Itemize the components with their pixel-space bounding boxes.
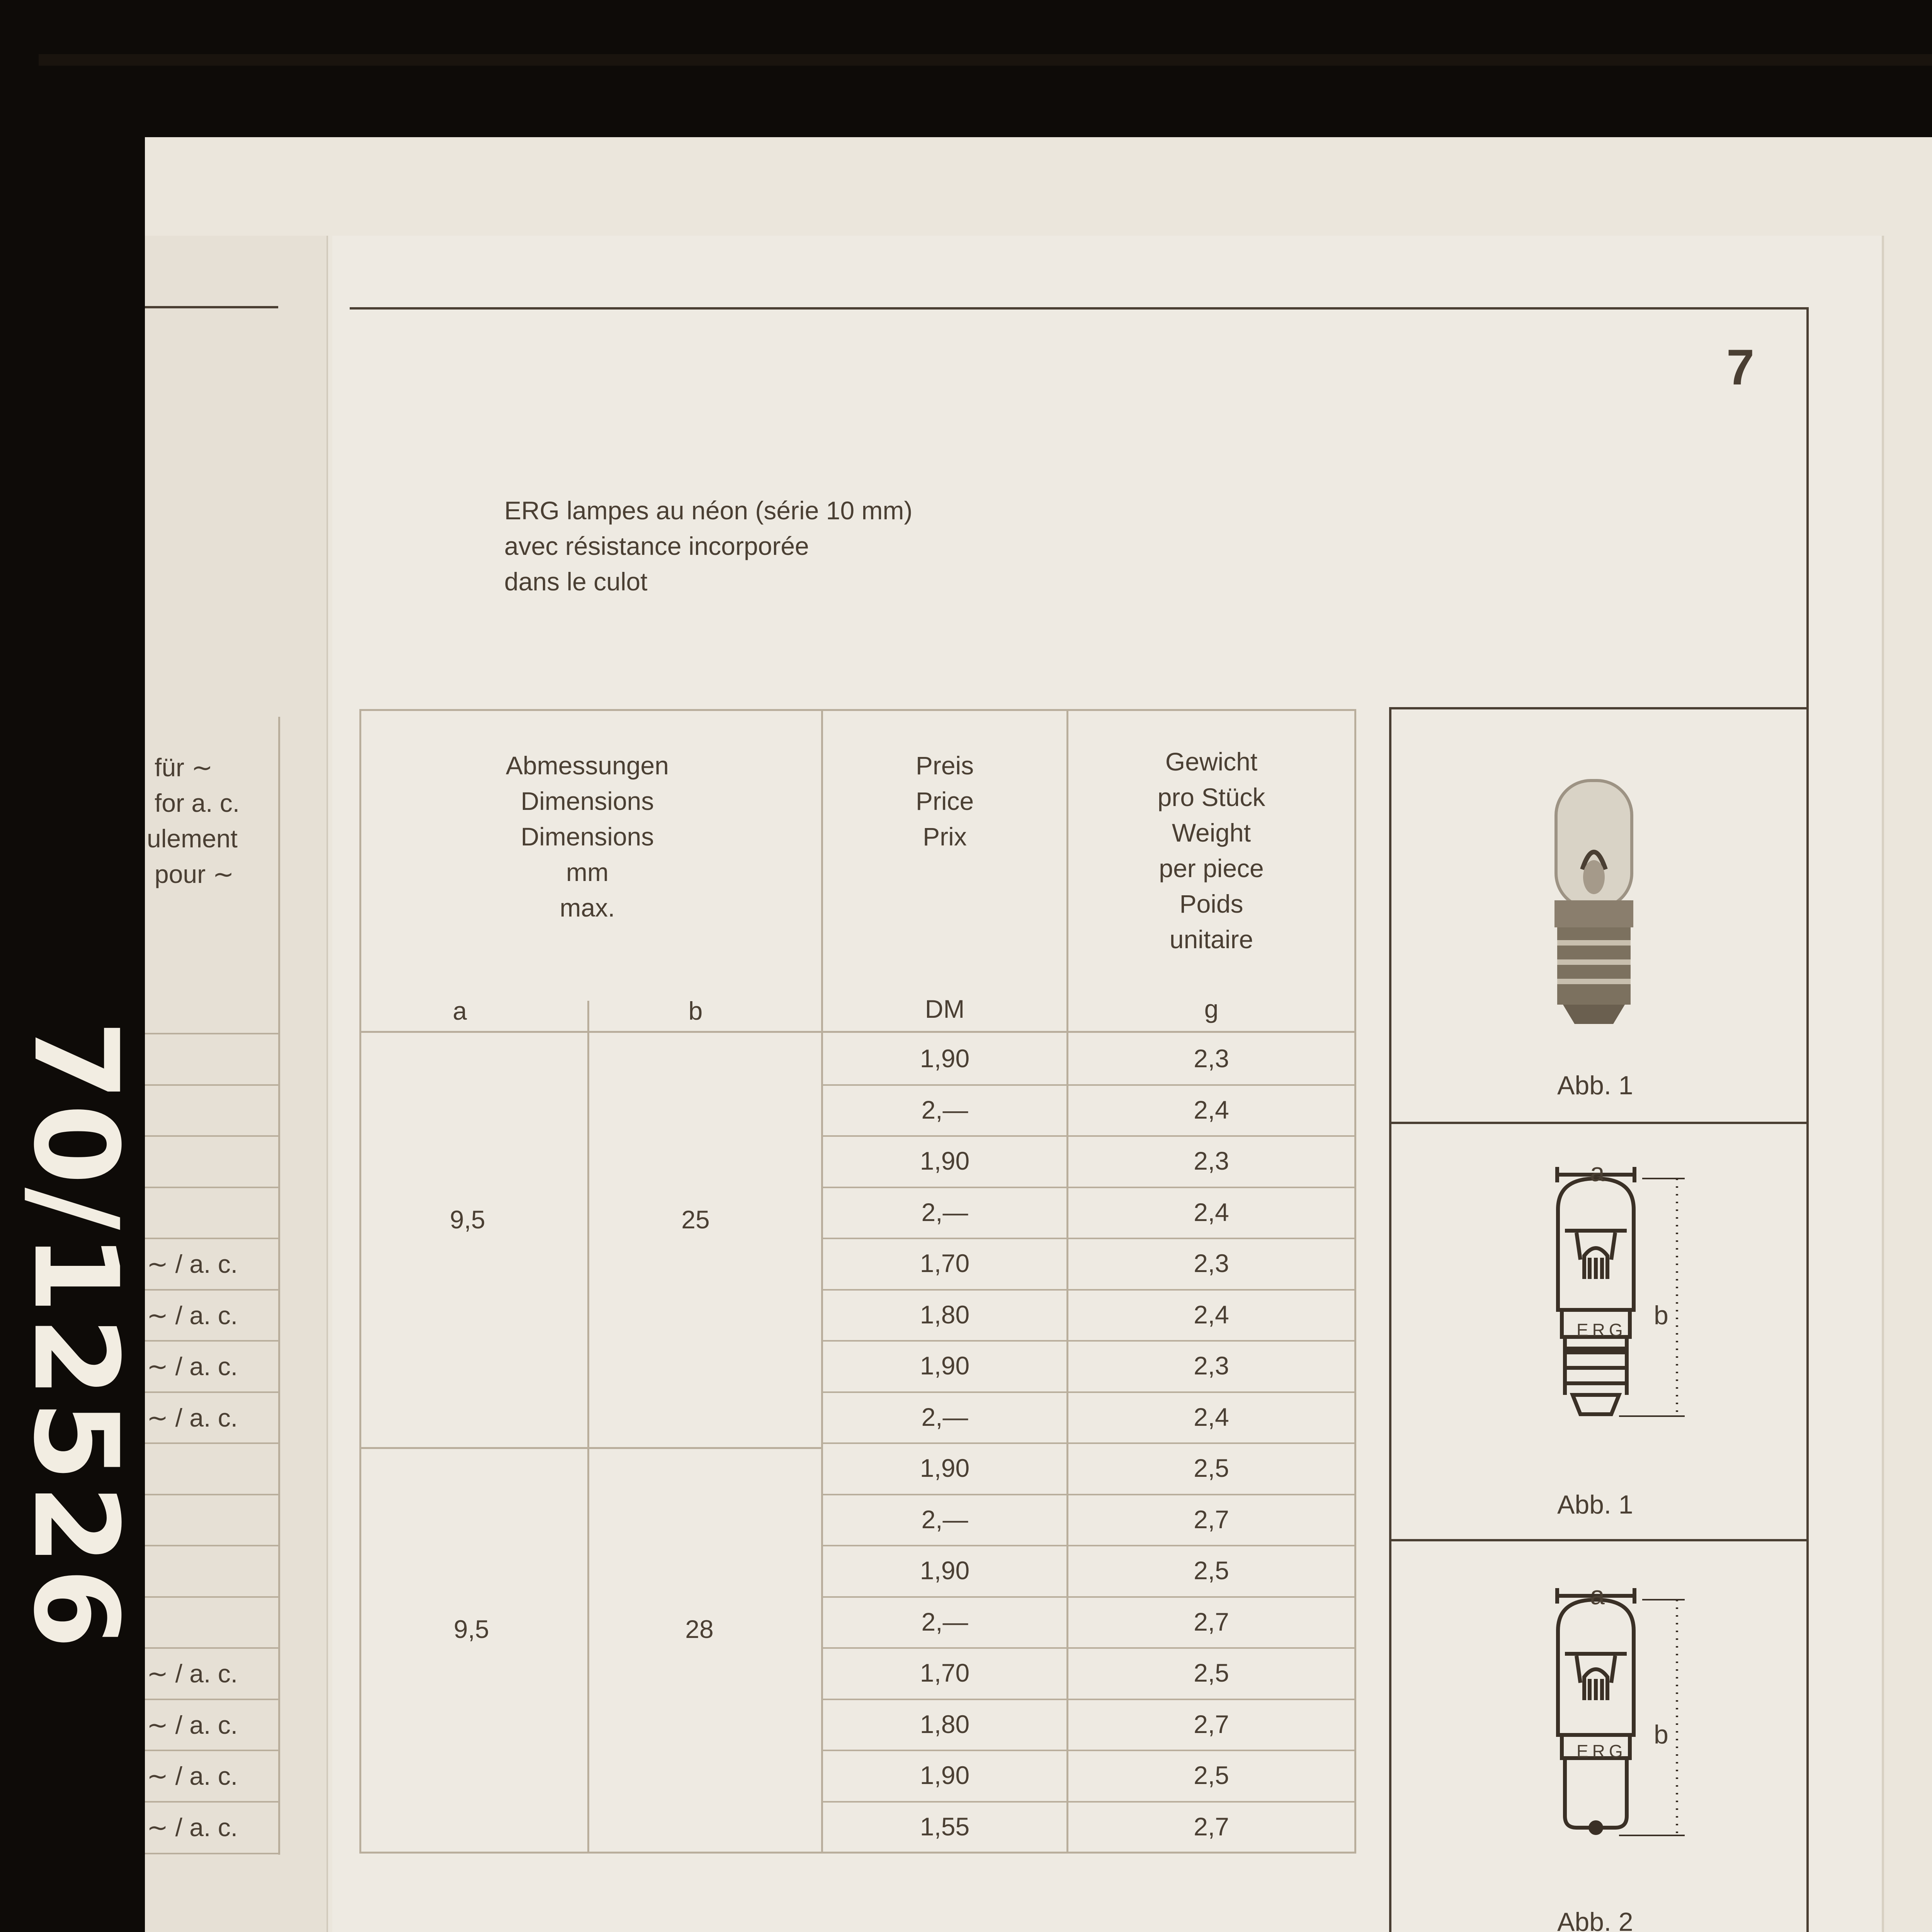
page-top-rule [350, 307, 1808, 310]
price-header-line: Preis [915, 751, 974, 780]
figure-3-brand: ERG [1577, 1741, 1627, 1761]
figure-3-dim-b: b [1654, 1720, 1668, 1749]
left-row-text: ∼ / a. c. [147, 1250, 238, 1278]
left-row-divider [145, 1084, 279, 1086]
left-row-text: ∼ / a. c. [147, 1762, 238, 1790]
left-row-divider [145, 1442, 279, 1444]
table-row-divider [823, 1084, 1356, 1086]
table-group-divider [359, 1447, 823, 1449]
table-row-divider [823, 1801, 1356, 1803]
price-cell: 1,55 [920, 1812, 970, 1841]
dimensions-header-line: max. [560, 893, 615, 922]
left-row-text: ∼ / a. c. [147, 1352, 238, 1381]
price-header-line: Prix [923, 822, 967, 851]
unit-weight: g [1204, 995, 1219, 1023]
figure-2-caption: Abb. 1 [1557, 1490, 1633, 1519]
table-row-divider [823, 1289, 1356, 1291]
weight-header-line: Poids [1179, 889, 1243, 918]
weight-cell: 2,5 [1194, 1556, 1229, 1585]
left-page-top-rule [145, 306, 278, 308]
table-row-divider [823, 1750, 1356, 1751]
left-row-divider [145, 1853, 279, 1854]
weight-cell: 2,3 [1194, 1249, 1229, 1277]
figure-2-dim-b: b [1654, 1301, 1668, 1330]
figure-panel-top [1389, 707, 1809, 709]
table-row-divider [823, 1852, 1356, 1854]
left-row-divider [145, 1238, 279, 1239]
left-row-divider [145, 1647, 279, 1649]
figure-1-caption: Abb. 1 [1557, 1071, 1633, 1100]
left-row-divider [145, 1699, 279, 1700]
lamp-photo-image [1548, 777, 1640, 1032]
price-cell: 1,90 [920, 1454, 970, 1482]
weight-cell: 2,5 [1194, 1454, 1229, 1482]
table-row-divider [823, 1699, 1356, 1700]
table-row-divider [823, 1391, 1356, 1393]
weight-cell: 2,4 [1194, 1198, 1229, 1226]
heading-line: avec résistance incorporée [504, 532, 809, 560]
table-top-border [359, 709, 1356, 711]
dimensions-header-line: mm [566, 858, 609, 886]
figure-2-dim-a: a [1590, 1158, 1605, 1187]
dimensions-header-line: Abmessungen [506, 751, 669, 780]
group-1-b: 25 [681, 1205, 710, 1234]
group-1-a: 9,5 [450, 1205, 485, 1234]
left-table-right-border [278, 717, 280, 1855]
page-number: 7 [1726, 339, 1755, 395]
price-cell: 2,— [921, 1095, 968, 1124]
group-2-a: 9,5 [454, 1615, 489, 1643]
film-number-handwritten: 70/12526 [8, 1020, 143, 1652]
price-cell: 1,90 [920, 1146, 970, 1175]
weight-cell: 2,3 [1194, 1146, 1229, 1175]
price-cell: 2,— [921, 1607, 968, 1636]
price-cell: 1,70 [920, 1249, 970, 1277]
table-row-divider [823, 1596, 1356, 1598]
price-cell: 2,— [921, 1198, 968, 1226]
left-row-text: ∼ / a. c. [147, 1813, 238, 1842]
table-header-bottom [359, 1031, 1356, 1033]
weight-header-line: Gewicht [1165, 747, 1258, 776]
weight-cell: 2,3 [1194, 1351, 1229, 1380]
page-right-rule [1806, 307, 1809, 1932]
price-cell: 1,70 [920, 1658, 970, 1687]
weight-cell: 2,7 [1194, 1710, 1229, 1738]
weight-cell: 2,7 [1194, 1607, 1229, 1636]
left-row-text: ∼ / a. c. [147, 1301, 238, 1330]
weight-cell: 2,3 [1194, 1044, 1229, 1073]
price-cell: 1,90 [920, 1351, 970, 1380]
left-header-line: ulement [147, 824, 238, 853]
left-row-divider [145, 1596, 279, 1598]
left-row-divider [145, 1033, 279, 1034]
table-left-border [359, 709, 361, 1853]
table-row-divider [823, 1442, 1356, 1444]
weight-header-line: per piece [1159, 854, 1264, 883]
weight-cell: 2,7 [1194, 1812, 1229, 1841]
left-row-text: ∼ / a. c. [147, 1711, 238, 1739]
table-row-divider [823, 1340, 1356, 1342]
left-row-text: ∼ / a. c. [147, 1403, 238, 1432]
lamp-e10-drawing [1542, 1163, 1704, 1457]
weight-cell: 2,5 [1194, 1658, 1229, 1687]
left-row-divider [145, 1494, 279, 1495]
left-header-line: pour ∼ [155, 860, 234, 888]
left-row-divider [145, 1750, 279, 1751]
price-cell: 1,90 [920, 1556, 970, 1585]
table-row-divider [823, 1494, 1356, 1495]
price-cell: 1,90 [920, 1761, 970, 1789]
heading-line: dans le culot [504, 567, 648, 596]
price-header-line: Price [915, 787, 974, 815]
price-cell: 2,— [921, 1403, 968, 1431]
dimensions-header-line: Dimensions [520, 822, 654, 851]
price-cell: 1,80 [920, 1300, 970, 1329]
weight-cell: 2,4 [1194, 1300, 1229, 1329]
left-row-divider [145, 1545, 279, 1546]
left-row-divider [145, 1340, 279, 1342]
price-cell: 2,— [921, 1505, 968, 1534]
figure-3-caption: Abb. 2 [1557, 1907, 1633, 1932]
table-col-divider [587, 1001, 589, 1853]
unit-price: DM [925, 995, 965, 1023]
left-row-divider [145, 1289, 279, 1291]
price-cell: 1,80 [920, 1710, 970, 1738]
table-right-border [1354, 709, 1356, 1853]
film-frame-top [39, 54, 1932, 66]
left-row-divider [145, 1391, 279, 1393]
left-row-divider [145, 1135, 279, 1137]
table-row-divider [823, 1187, 1356, 1188]
weight-header-line: Weight [1172, 818, 1251, 847]
figure-divider [1389, 1122, 1809, 1124]
weight-header-line: unitaire [1169, 925, 1253, 954]
table-row-divider [823, 1238, 1356, 1239]
weight-cell: 2,4 [1194, 1095, 1229, 1124]
table-row-divider [823, 1135, 1356, 1137]
weight-cell: 2,4 [1194, 1403, 1229, 1431]
figure-3-dim-a: a [1590, 1581, 1605, 1610]
dimensions-header-line: Dimensions [520, 787, 654, 815]
left-row-divider [145, 1187, 279, 1188]
lamp-ba9s-drawing [1542, 1584, 1704, 1870]
table-row-divider [823, 1545, 1356, 1546]
group-2-b: 28 [685, 1615, 714, 1643]
subheader-a: a [452, 997, 467, 1025]
left-header-line: für ∼ [155, 753, 213, 782]
left-row-text: ∼ / a. c. [147, 1659, 238, 1688]
weight-cell: 2,7 [1194, 1505, 1229, 1534]
table-row-divider [823, 1647, 1356, 1649]
heading-line: ERG lampes au néon (série 10 mm) [504, 496, 913, 525]
weight-header-line: pro Stück [1157, 783, 1265, 811]
figure-2-brand: ERG [1577, 1320, 1627, 1340]
subheader-b: b [688, 997, 703, 1025]
figure-panel-left [1389, 707, 1391, 1932]
left-header-line: for a. c. [155, 789, 240, 817]
figure-divider [1389, 1539, 1809, 1541]
weight-cell: 2,5 [1194, 1761, 1229, 1789]
left-row-divider [145, 1801, 279, 1803]
price-cell: 1,90 [920, 1044, 970, 1073]
